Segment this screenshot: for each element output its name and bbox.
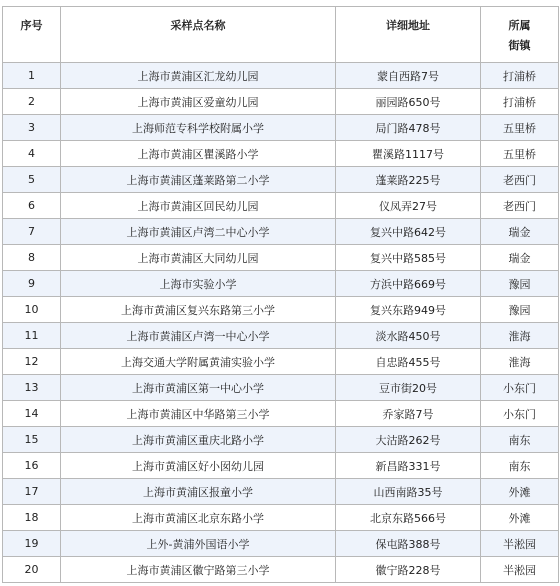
table-row [3, 115, 559, 141]
cell-street: 南东 [481, 427, 559, 453]
cell-name: 上海师范专科学校附属小学 [61, 115, 336, 141]
table-row [3, 557, 559, 583]
cell-address: 复兴中路642号 [336, 219, 481, 245]
cell-street: 外滩 [481, 479, 559, 505]
cell-name: 上海交通大学附属黄浦实验小学 [61, 349, 336, 375]
cell-name: 上海市黄浦区卢湾二中心小学 [61, 219, 336, 245]
cell-street: 豫园 [481, 271, 559, 297]
cell-no: 2 [3, 89, 61, 115]
cell-no: 9 [3, 271, 61, 297]
table-row [3, 401, 559, 427]
cell-no: 15 [3, 427, 61, 453]
cell-no: 18 [3, 505, 61, 531]
cell-street: 外滩 [481, 505, 559, 531]
cell-address: 淡水路450号 [336, 323, 481, 349]
cell-address: 蒙自西路7号 [336, 63, 481, 89]
header-street-line1: 所属 [508, 19, 531, 32]
cell-name: 上海市黄浦区回民幼儿园 [61, 193, 336, 219]
cell-no: 6 [3, 193, 61, 219]
table-row [3, 193, 559, 219]
cell-address: 豆市街20号 [336, 375, 481, 401]
cell-street: 半淞园 [481, 557, 559, 583]
cell-no: 4 [3, 141, 61, 167]
cell-street: 淮海 [481, 323, 559, 349]
cell-street: 小东门 [481, 375, 559, 401]
cell-address: 复兴东路949号 [336, 297, 481, 323]
cell-street: 打浦桥 [481, 63, 559, 89]
cell-street: 瑞金 [481, 245, 559, 271]
cell-street: 瑞金 [481, 219, 559, 245]
cell-no: 5 [3, 167, 61, 193]
cell-address: 局门路478号 [336, 115, 481, 141]
header-no: 序号 [3, 7, 61, 63]
cell-street: 淮海 [481, 349, 559, 375]
cell-address: 瞿溪路1117号 [336, 141, 481, 167]
cell-no: 19 [3, 531, 61, 557]
table-row [3, 89, 559, 115]
table-row [3, 479, 559, 505]
cell-street: 南东 [481, 453, 559, 479]
cell-address: 大沽路262号 [336, 427, 481, 453]
cell-no: 11 [3, 323, 61, 349]
cell-no: 7 [3, 219, 61, 245]
table-row [3, 323, 559, 349]
cell-name: 上海市黄浦区复兴东路第三小学 [61, 297, 336, 323]
cell-no: 10 [3, 297, 61, 323]
table-row [3, 427, 559, 453]
cell-no: 20 [3, 557, 61, 583]
header-name: 采样点名称 [61, 7, 336, 63]
cell-name: 上海市黄浦区徽宁路第三小学 [61, 557, 336, 583]
cell-address: 方浜中路669号 [336, 271, 481, 297]
cell-address: 丽园路650号 [336, 89, 481, 115]
cell-address: 仪凤弄27号 [336, 193, 481, 219]
cell-street: 半淞园 [481, 531, 559, 557]
cell-no: 3 [3, 115, 61, 141]
table-row [3, 271, 559, 297]
table-row [3, 297, 559, 323]
cell-no: 12 [3, 349, 61, 375]
cell-address: 乔家路7号 [336, 401, 481, 427]
table-body [3, 63, 559, 583]
cell-name: 上海市实验小学 [61, 271, 336, 297]
cell-address: 保屯路388号 [336, 531, 481, 557]
sampling-sites-table [2, 6, 559, 583]
cell-no: 8 [3, 245, 61, 271]
cell-name: 上海市黄浦区爱童幼儿园 [61, 89, 336, 115]
cell-street: 豫园 [481, 297, 559, 323]
cell-name: 上海市黄浦区大同幼儿园 [61, 245, 336, 271]
cell-name: 上海市黄浦区蓬莱路第二小学 [61, 167, 336, 193]
header-street [481, 7, 559, 63]
header-street-line2: 街镇 [508, 39, 531, 52]
cell-address: 北京东路566号 [336, 505, 481, 531]
cell-name: 上海市黄浦区重庆北路小学 [61, 427, 336, 453]
cell-no: 16 [3, 453, 61, 479]
cell-name: 上海市黄浦区汇龙幼儿园 [61, 63, 336, 89]
cell-address: 蓬莱路225号 [336, 167, 481, 193]
cell-name: 上海市黄浦区好小囡幼儿园 [61, 453, 336, 479]
cell-name: 上海市黄浦区瞿溪路小学 [61, 141, 336, 167]
table-row [3, 453, 559, 479]
cell-address: 山西南路35号 [336, 479, 481, 505]
cell-street: 打浦桥 [481, 89, 559, 115]
cell-no: 1 [3, 63, 61, 89]
cell-address: 自忠路455号 [336, 349, 481, 375]
cell-address: 徽宁路228号 [336, 557, 481, 583]
cell-name: 上海市黄浦区北京东路小学 [61, 505, 336, 531]
cell-street: 小东门 [481, 401, 559, 427]
table-row [3, 375, 559, 401]
table-row [3, 219, 559, 245]
cell-street: 五里桥 [481, 115, 559, 141]
table-row [3, 167, 559, 193]
cell-no: 13 [3, 375, 61, 401]
cell-name: 上海市黄浦区卢湾一中心小学 [61, 323, 336, 349]
cell-name: 上外-黄浦外国语小学 [61, 531, 336, 557]
header-row [3, 7, 559, 63]
cell-no: 17 [3, 479, 61, 505]
cell-street: 老西门 [481, 167, 559, 193]
header-address: 详细地址 [336, 7, 481, 63]
table-row [3, 63, 559, 89]
table-row [3, 505, 559, 531]
cell-street: 老西门 [481, 193, 559, 219]
table-row [3, 531, 559, 557]
cell-name: 上海市黄浦区报童小学 [61, 479, 336, 505]
cell-name: 上海市黄浦区第一中心小学 [61, 375, 336, 401]
cell-street: 五里桥 [481, 141, 559, 167]
cell-name: 上海市黄浦区中华路第三小学 [61, 401, 336, 427]
table-row [3, 349, 559, 375]
table-row [3, 245, 559, 271]
table-row [3, 141, 559, 167]
cell-no: 14 [3, 401, 61, 427]
table-header [3, 7, 559, 63]
cell-address: 新昌路331号 [336, 453, 481, 479]
cell-address: 复兴中路585号 [336, 245, 481, 271]
